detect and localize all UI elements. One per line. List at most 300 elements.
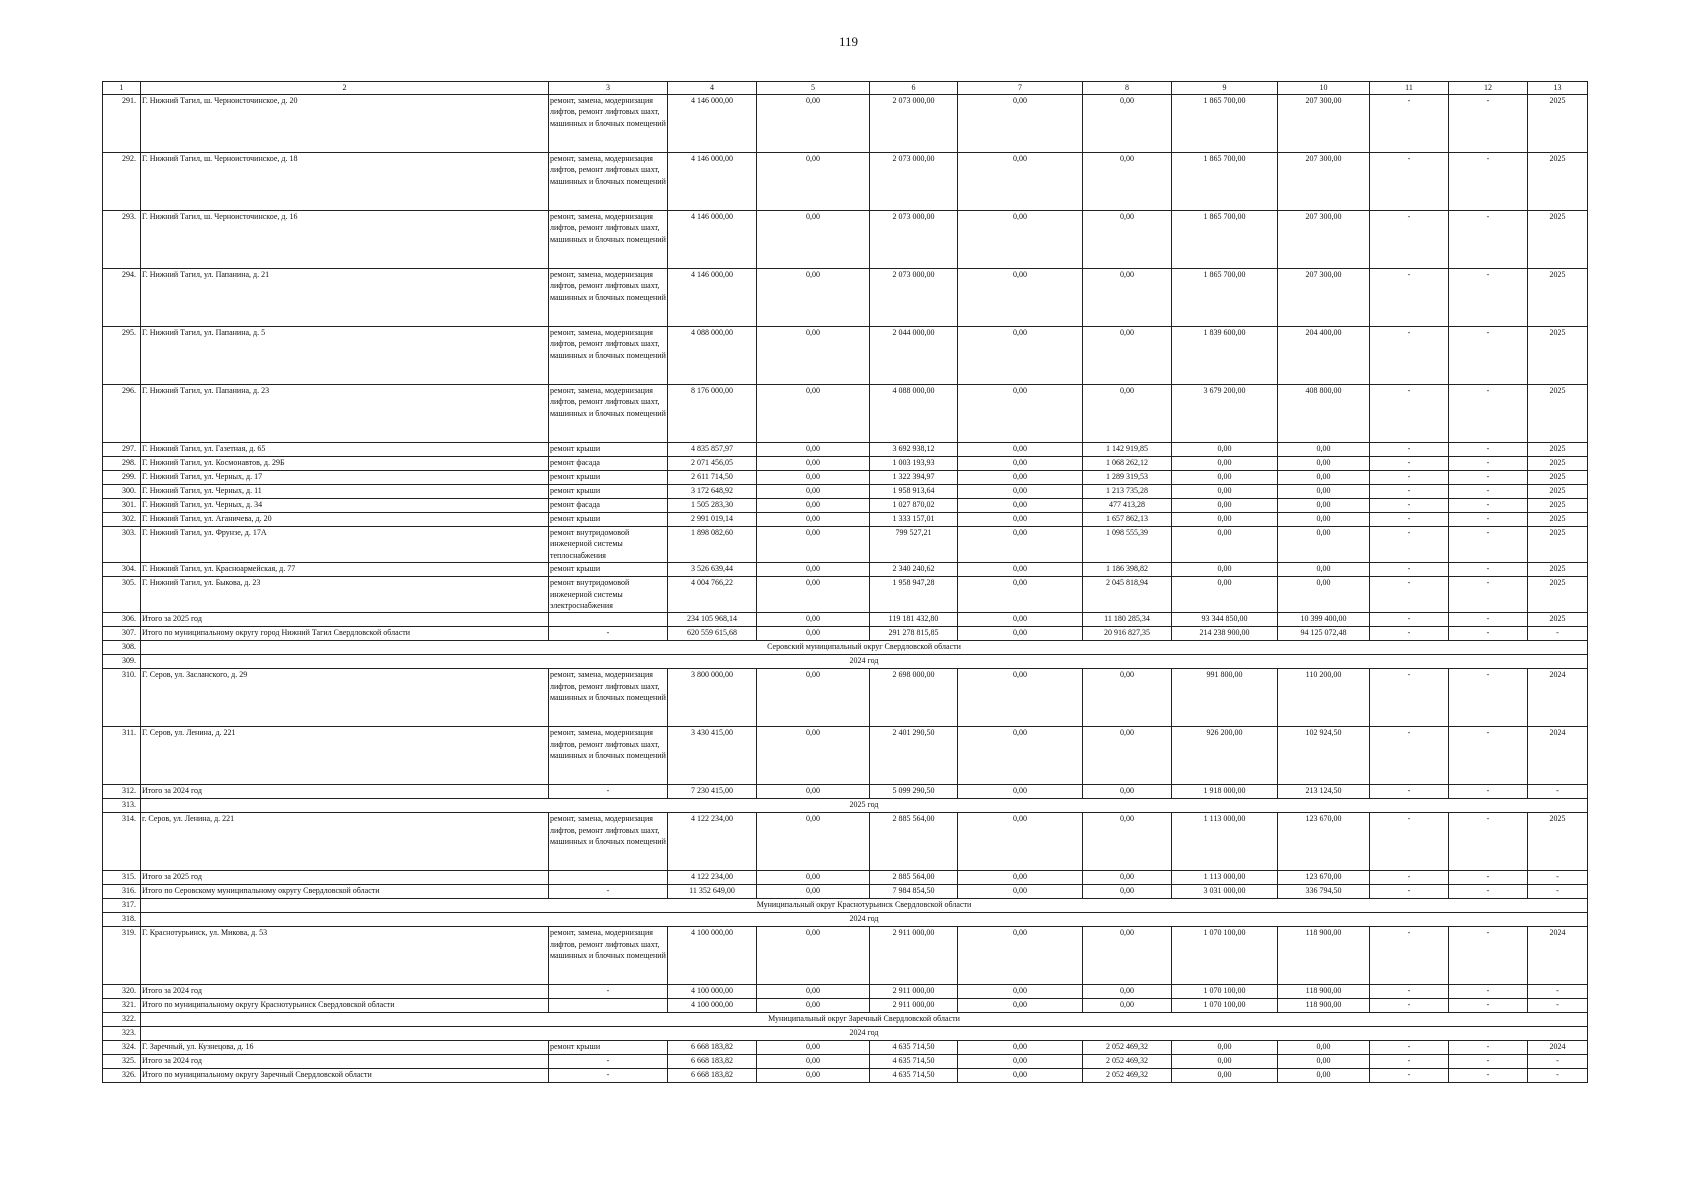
work-type-cell: ремонт внутридомовой инженерной системы теплоснабжения [549, 526, 668, 562]
value-cell-c13: 2025 [1528, 812, 1588, 870]
value-cell-c4: 4 004 766,22 [668, 576, 757, 612]
value-cell-c4: 3 526 639,44 [668, 562, 757, 576]
value-cell-c11: - [1370, 884, 1449, 898]
address-cell: Итого по Серовскому муниципальному округу Свердловской области [141, 884, 549, 898]
row-number: 303. [103, 526, 141, 562]
column-header: 11 [1370, 82, 1449, 95]
value-cell-c9: 0,00 [1172, 470, 1278, 484]
address-cell: Г. Краснотурьинск, ул. Микова, д. 53 [141, 926, 549, 984]
value-cell-c10: 0,00 [1278, 562, 1370, 576]
value-cell-c5: 0,00 [757, 384, 870, 442]
address-cell: Итого за 2025 год [141, 612, 549, 626]
value-cell-c10: 0,00 [1278, 1040, 1370, 1054]
value-cell-c4: 7 230 415,00 [668, 784, 757, 798]
value-cell-c10: 336 794,50 [1278, 884, 1370, 898]
table-row [103, 498, 1588, 512]
address-cell: Итого за 2024 год [141, 1054, 549, 1068]
value-cell-c11: - [1370, 1040, 1449, 1054]
value-cell-c6: 2 885 564,00 [870, 870, 958, 884]
value-cell-c5: 0,00 [757, 668, 870, 726]
value-cell-c7: 0,00 [958, 926, 1083, 984]
value-cell-c5: 0,00 [757, 726, 870, 784]
value-cell-c12: - [1449, 784, 1528, 798]
value-cell-c12: - [1449, 576, 1528, 612]
address-cell: Г. Серов, ул. Засланского, д. 29 [141, 668, 549, 726]
value-cell-c7: 0,00 [958, 384, 1083, 442]
value-cell-c4: 4 146 000,00 [668, 268, 757, 326]
row-number: 308. [103, 640, 141, 654]
value-cell-c12: - [1449, 884, 1528, 898]
column-header: 6 [870, 82, 958, 95]
work-type-cell: ремонт крыши [549, 512, 668, 526]
value-cell-c7: 0,00 [958, 562, 1083, 576]
work-type-cell: ремонт фасада [549, 498, 668, 512]
table-row [103, 1040, 1588, 1054]
value-cell-c6: 2 073 000,00 [870, 152, 958, 210]
table-row [103, 512, 1588, 526]
value-cell-c6: 4 635 714,50 [870, 1054, 958, 1068]
value-cell-c8: 2 052 469,32 [1083, 1054, 1172, 1068]
value-cell-c5: 0,00 [757, 268, 870, 326]
value-cell-c11: - [1370, 626, 1449, 640]
value-cell-c12: - [1449, 926, 1528, 984]
value-cell-c6: 2 340 240,62 [870, 562, 958, 576]
value-cell-c11: - [1370, 812, 1449, 870]
value-cell-c8: 0,00 [1083, 998, 1172, 1012]
address-cell: Итого за 2024 год [141, 784, 549, 798]
value-cell-c10: 0,00 [1278, 1068, 1370, 1082]
value-cell-c13: 2024 [1528, 926, 1588, 984]
row-number: 292. [103, 152, 141, 210]
value-cell-c8: 1 142 919,85 [1083, 442, 1172, 456]
value-cell-c7: 0,00 [958, 998, 1083, 1012]
row-number: 317. [103, 898, 141, 912]
address-cell: Итого по муниципальному округу Краснотурьинск Свердловской области [141, 998, 549, 1012]
value-cell-c12: - [1449, 210, 1528, 268]
value-cell-c7: 0,00 [958, 812, 1083, 870]
value-cell-c10: 408 800,00 [1278, 384, 1370, 442]
work-type-cell: - [549, 626, 668, 640]
value-cell-c13: 2025 [1528, 384, 1588, 442]
value-cell-c8: 1 186 398,82 [1083, 562, 1172, 576]
value-cell-c6: 291 278 815,85 [870, 626, 958, 640]
value-cell-c13: 2025 [1528, 526, 1588, 562]
row-number: 319. [103, 926, 141, 984]
value-cell-c13: 2025 [1528, 210, 1588, 268]
row-number: 294. [103, 268, 141, 326]
work-type-cell: ремонт крыши [549, 1040, 668, 1054]
value-cell-c8: 1 289 319,53 [1083, 470, 1172, 484]
value-cell-c9: 1 865 700,00 [1172, 152, 1278, 210]
value-cell-c12: - [1449, 526, 1528, 562]
work-type-cell [549, 870, 668, 884]
value-cell-c9: 0,00 [1172, 442, 1278, 456]
value-cell-c4: 1 898 082,60 [668, 526, 757, 562]
row-number: 298. [103, 456, 141, 470]
value-cell-c4: 4 100 000,00 [668, 998, 757, 1012]
value-cell-c10: 213 124,50 [1278, 784, 1370, 798]
section-heading-row [103, 1026, 1588, 1040]
value-cell-c7: 0,00 [958, 484, 1083, 498]
address-cell: Г. Нижний Тагил, ул. Газетная, д. 65 [141, 442, 549, 456]
value-cell-c8: 0,00 [1083, 152, 1172, 210]
value-cell-c9: 0,00 [1172, 576, 1278, 612]
row-number: 296. [103, 384, 141, 442]
value-cell-c12: - [1449, 812, 1528, 870]
value-cell-c13: 2025 [1528, 512, 1588, 526]
value-cell-c5: 0,00 [757, 210, 870, 268]
row-number: 310. [103, 668, 141, 726]
value-cell-c11: - [1370, 442, 1449, 456]
value-cell-c13: 2025 [1528, 268, 1588, 326]
value-cell-c5: 0,00 [757, 1054, 870, 1068]
value-cell-c12: - [1449, 870, 1528, 884]
value-cell-c9: 0,00 [1172, 1054, 1278, 1068]
value-cell-c4: 4 835 857,97 [668, 442, 757, 456]
value-cell-c9: 1 865 700,00 [1172, 94, 1278, 152]
address-cell: Г. Нижний Тагил, ул. Черных, д. 11 [141, 484, 549, 498]
value-cell-c13: 2024 [1528, 726, 1588, 784]
value-cell-c12: - [1449, 326, 1528, 384]
value-cell-c12: - [1449, 668, 1528, 726]
value-cell-c4: 8 176 000,00 [668, 384, 757, 442]
address-cell: Г. Нижний Тагил, ул. Папанина, д. 5 [141, 326, 549, 384]
address-cell: Г. Нижний Тагил, ул. Черных, д. 34 [141, 498, 549, 512]
section-heading-row [103, 640, 1588, 654]
value-cell-c7: 0,00 [958, 442, 1083, 456]
value-cell-c7: 0,00 [958, 870, 1083, 884]
value-cell-c10: 0,00 [1278, 456, 1370, 470]
value-cell-c9: 1 839 600,00 [1172, 326, 1278, 384]
address-cell: Г. Нижний Тагил, ул. Быкова, д. 23 [141, 576, 549, 612]
value-cell-c7: 0,00 [958, 784, 1083, 798]
value-cell-c6: 2 885 564,00 [870, 812, 958, 870]
column-header: 4 [668, 82, 757, 95]
value-cell-c9: 0,00 [1172, 1040, 1278, 1054]
value-cell-c8: 477 413,28 [1083, 498, 1172, 512]
value-cell-c11: - [1370, 984, 1449, 998]
value-cell-c6: 4 635 714,50 [870, 1040, 958, 1054]
value-cell-c4: 4 100 000,00 [668, 984, 757, 998]
row-number: 326. [103, 1068, 141, 1082]
work-type-cell: - [549, 984, 668, 998]
value-cell-c5: 0,00 [757, 512, 870, 526]
value-cell-c12: - [1449, 562, 1528, 576]
address-cell: Г. Нижний Тагил, ул. Папанина, д. 23 [141, 384, 549, 442]
work-type-cell: ремонт крыши [549, 442, 668, 456]
address-cell: Г. Нижний Тагил, ул. Папанина, д. 21 [141, 268, 549, 326]
value-cell-c9: 926 200,00 [1172, 726, 1278, 784]
value-cell-c8: 2 045 818,94 [1083, 576, 1172, 612]
value-cell-c4: 4 122 234,00 [668, 870, 757, 884]
value-cell-c6: 1 333 157,01 [870, 512, 958, 526]
work-type-cell: ремонт, замена, модернизация лифтов, ремонт лифтовых шахт, машинных и блочных помещений [549, 384, 668, 442]
value-cell-c6: 2 401 290,50 [870, 726, 958, 784]
value-cell-c6: 2 911 000,00 [870, 926, 958, 984]
value-cell-c13: - [1528, 984, 1588, 998]
value-cell-c13: - [1528, 870, 1588, 884]
value-cell-c13: 2025 [1528, 498, 1588, 512]
row-number: 322. [103, 1012, 141, 1026]
value-cell-c9: 214 238 900,00 [1172, 626, 1278, 640]
value-cell-c11: - [1370, 562, 1449, 576]
value-cell-c4: 4 088 000,00 [668, 326, 757, 384]
value-cell-c9: 1 070 100,00 [1172, 984, 1278, 998]
value-cell-c11: - [1370, 668, 1449, 726]
value-cell-c7: 0,00 [958, 1040, 1083, 1054]
value-cell-c13: - [1528, 626, 1588, 640]
value-cell-c7: 0,00 [958, 526, 1083, 562]
value-cell-c10: 0,00 [1278, 442, 1370, 456]
value-cell-c6: 2 073 000,00 [870, 268, 958, 326]
work-type-cell: ремонт, замена, модернизация лифтов, ремонт лифтовых шахт, машинных и блочных помещений [549, 94, 668, 152]
value-cell-c5: 0,00 [757, 884, 870, 898]
value-cell-c4: 11 352 649,00 [668, 884, 757, 898]
value-cell-c11: - [1370, 784, 1449, 798]
value-cell-c11: - [1370, 612, 1449, 626]
table-row [103, 998, 1588, 1012]
value-cell-c12: - [1449, 726, 1528, 784]
row-number: 320. [103, 984, 141, 998]
row-number: 301. [103, 498, 141, 512]
value-cell-c6: 119 181 432,80 [870, 612, 958, 626]
value-cell-c9: 0,00 [1172, 484, 1278, 498]
section-heading: Серовский муниципальный округ Свердловской области [141, 640, 1588, 654]
value-cell-c8: 20 916 827,35 [1083, 626, 1172, 640]
address-cell: Г. Нижний Тагил, ул. Черных, д. 17 [141, 470, 549, 484]
section-heading-row [103, 912, 1588, 926]
address-cell: Г. Нижний Тагил, ш. Черноисточинское, д. 16 [141, 210, 549, 268]
table-row [103, 576, 1588, 612]
table-row [103, 1054, 1588, 1068]
row-number: 316. [103, 884, 141, 898]
value-cell-c4: 3 430 415,00 [668, 726, 757, 784]
value-cell-c6: 2 073 000,00 [870, 94, 958, 152]
value-cell-c6: 5 099 290,50 [870, 784, 958, 798]
column-header: 2 [141, 82, 549, 95]
value-cell-c12: - [1449, 984, 1528, 998]
table-row [103, 668, 1588, 726]
value-cell-c5: 0,00 [757, 326, 870, 384]
column-header: 10 [1278, 82, 1370, 95]
value-cell-c8: 0,00 [1083, 94, 1172, 152]
value-cell-c7: 0,00 [958, 612, 1083, 626]
address-cell: г. Серов, ул. Ленина, д. 221 [141, 812, 549, 870]
row-number: 293. [103, 210, 141, 268]
work-type-cell: ремонт, замена, модернизация лифтов, ремонт лифтовых шахт, машинных и блочных помещений [549, 152, 668, 210]
value-cell-c11: - [1370, 94, 1449, 152]
value-cell-c7: 0,00 [958, 512, 1083, 526]
value-cell-c10: 0,00 [1278, 1054, 1370, 1068]
work-type-cell: ремонт, замена, модернизация лифтов, ремонт лифтовых шахт, машинных и блочных помещений [549, 326, 668, 384]
value-cell-c4: 3 800 000,00 [668, 668, 757, 726]
value-cell-c10: 207 300,00 [1278, 210, 1370, 268]
value-cell-c7: 0,00 [958, 576, 1083, 612]
value-cell-c11: - [1370, 152, 1449, 210]
value-cell-c9: 1 070 100,00 [1172, 998, 1278, 1012]
table-row [103, 152, 1588, 210]
value-cell-c10: 123 670,00 [1278, 812, 1370, 870]
row-number: 305. [103, 576, 141, 612]
value-cell-c11: - [1370, 576, 1449, 612]
row-number: 311. [103, 726, 141, 784]
capital-repair-table [102, 81, 1588, 1083]
value-cell-c13: - [1528, 784, 1588, 798]
value-cell-c4: 4 122 234,00 [668, 812, 757, 870]
value-cell-c13: 2024 [1528, 668, 1588, 726]
value-cell-c5: 0,00 [757, 152, 870, 210]
value-cell-c8: 11 180 285,34 [1083, 612, 1172, 626]
value-cell-c13: 2025 [1528, 442, 1588, 456]
value-cell-c4: 2 991 019,14 [668, 512, 757, 526]
value-cell-c9: 991 800,00 [1172, 668, 1278, 726]
value-cell-c5: 0,00 [757, 484, 870, 498]
value-cell-c11: - [1370, 526, 1449, 562]
value-cell-c4: 4 146 000,00 [668, 94, 757, 152]
table-row [103, 612, 1588, 626]
value-cell-c10: 207 300,00 [1278, 152, 1370, 210]
address-cell: Итого за 2025 год [141, 870, 549, 884]
value-cell-c8: 1 068 262,12 [1083, 456, 1172, 470]
value-cell-c4: 2 611 714,50 [668, 470, 757, 484]
value-cell-c4: 6 668 183,82 [668, 1040, 757, 1054]
row-number: 321. [103, 998, 141, 1012]
value-cell-c5: 0,00 [757, 94, 870, 152]
value-cell-c8: 2 052 469,32 [1083, 1040, 1172, 1054]
value-cell-c13: 2025 [1528, 456, 1588, 470]
value-cell-c9: 0,00 [1172, 456, 1278, 470]
value-cell-c11: - [1370, 498, 1449, 512]
table-row [103, 210, 1588, 268]
address-cell: Г. Серов, ул. Ленина, д. 221 [141, 726, 549, 784]
column-header: 5 [757, 82, 870, 95]
row-number: 309. [103, 654, 141, 668]
address-cell: Г. Нижний Тагил, ул. Красноармейская, д. 77 [141, 562, 549, 576]
value-cell-c9: 1 865 700,00 [1172, 210, 1278, 268]
table-row [103, 626, 1588, 640]
value-cell-c5: 0,00 [757, 812, 870, 870]
value-cell-c8: 2 052 469,32 [1083, 1068, 1172, 1082]
value-cell-c13: 2025 [1528, 612, 1588, 626]
value-cell-c10: 10 399 400,00 [1278, 612, 1370, 626]
value-cell-c7: 0,00 [958, 726, 1083, 784]
value-cell-c12: - [1449, 498, 1528, 512]
value-cell-c13: 2025 [1528, 562, 1588, 576]
address-cell: Г. Нижний Тагил, ул. Аганичева, д. 20 [141, 512, 549, 526]
work-type-cell: - [549, 884, 668, 898]
value-cell-c8: 0,00 [1083, 268, 1172, 326]
value-cell-c11: - [1370, 470, 1449, 484]
value-cell-c7: 0,00 [958, 470, 1083, 484]
value-cell-c8: 0,00 [1083, 784, 1172, 798]
value-cell-c6: 1 958 947,28 [870, 576, 958, 612]
value-cell-c10: 207 300,00 [1278, 94, 1370, 152]
value-cell-c13: - [1528, 998, 1588, 1012]
value-cell-c11: - [1370, 456, 1449, 470]
value-cell-c11: - [1370, 326, 1449, 384]
value-cell-c10: 118 900,00 [1278, 926, 1370, 984]
address-cell: Г. Нижний Тагил, ш. Черноисточинское, д. 20 [141, 94, 549, 152]
work-type-cell: ремонт, замена, модернизация лифтов, ремонт лифтовых шахт, машинных и блочных помещений [549, 812, 668, 870]
value-cell-c11: - [1370, 484, 1449, 498]
table-row [103, 94, 1588, 152]
value-cell-c6: 7 984 854,50 [870, 884, 958, 898]
value-cell-c12: - [1449, 384, 1528, 442]
row-number: 304. [103, 562, 141, 576]
value-cell-c6: 2 698 000,00 [870, 668, 958, 726]
row-number: 306. [103, 612, 141, 626]
value-cell-c10: 0,00 [1278, 470, 1370, 484]
value-cell-c13: - [1528, 884, 1588, 898]
section-heading: 2025 год [141, 798, 1588, 812]
work-type-cell: - [549, 1054, 668, 1068]
value-cell-c4: 4 146 000,00 [668, 210, 757, 268]
value-cell-c6: 799 527,21 [870, 526, 958, 562]
value-cell-c11: - [1370, 998, 1449, 1012]
value-cell-c7: 0,00 [958, 1068, 1083, 1082]
value-cell-c13: 2025 [1528, 152, 1588, 210]
table-row [103, 268, 1588, 326]
value-cell-c4: 6 668 183,82 [668, 1054, 757, 1068]
value-cell-c11: - [1370, 210, 1449, 268]
section-heading: 2024 год [141, 1026, 1588, 1040]
value-cell-c5: 0,00 [757, 784, 870, 798]
table-row [103, 562, 1588, 576]
value-cell-c8: 0,00 [1083, 668, 1172, 726]
row-number: 323. [103, 1026, 141, 1040]
value-cell-c7: 0,00 [958, 268, 1083, 326]
column-number-row [103, 82, 1588, 95]
table-row [103, 926, 1588, 984]
value-cell-c13: 2025 [1528, 326, 1588, 384]
value-cell-c11: - [1370, 512, 1449, 526]
value-cell-c10: 118 900,00 [1278, 998, 1370, 1012]
section-heading: Муниципальный округ Заречный Свердловской области [141, 1012, 1588, 1026]
work-type-cell: ремонт внутридомовой инженерной системы электроснабжения [549, 576, 668, 612]
row-number: 313. [103, 798, 141, 812]
value-cell-c4: 1 505 283,30 [668, 498, 757, 512]
value-cell-c4: 4 100 000,00 [668, 926, 757, 984]
value-cell-c4: 6 668 183,82 [668, 1068, 757, 1082]
value-cell-c9: 1 070 100,00 [1172, 926, 1278, 984]
value-cell-c6: 1 958 913,64 [870, 484, 958, 498]
value-cell-c10: 94 125 072,48 [1278, 626, 1370, 640]
value-cell-c5: 0,00 [757, 498, 870, 512]
row-number: 325. [103, 1054, 141, 1068]
table-row [103, 726, 1588, 784]
row-number: 302. [103, 512, 141, 526]
value-cell-c6: 2 073 000,00 [870, 210, 958, 268]
section-heading-row [103, 898, 1588, 912]
work-type-cell: - [549, 784, 668, 798]
value-cell-c4: 4 146 000,00 [668, 152, 757, 210]
value-cell-c13: 2025 [1528, 470, 1588, 484]
value-cell-c9: 93 344 850,00 [1172, 612, 1278, 626]
value-cell-c13: 2024 [1528, 1040, 1588, 1054]
value-cell-c11: - [1370, 726, 1449, 784]
value-cell-c7: 0,00 [958, 326, 1083, 384]
column-header: 7 [958, 82, 1083, 95]
column-header: 1 [103, 82, 141, 95]
value-cell-c7: 0,00 [958, 94, 1083, 152]
address-cell: Г. Нижний Тагил, ш. Черноисточинское, д. 18 [141, 152, 549, 210]
value-cell-c6: 3 692 938,12 [870, 442, 958, 456]
work-type-cell: ремонт фасада [549, 456, 668, 470]
value-cell-c8: 0,00 [1083, 384, 1172, 442]
address-cell: Г. Нижний Тагил, ул. Космонавтов, д. 29Б [141, 456, 549, 470]
column-header: 13 [1528, 82, 1588, 95]
section-heading: 2024 год [141, 912, 1588, 926]
